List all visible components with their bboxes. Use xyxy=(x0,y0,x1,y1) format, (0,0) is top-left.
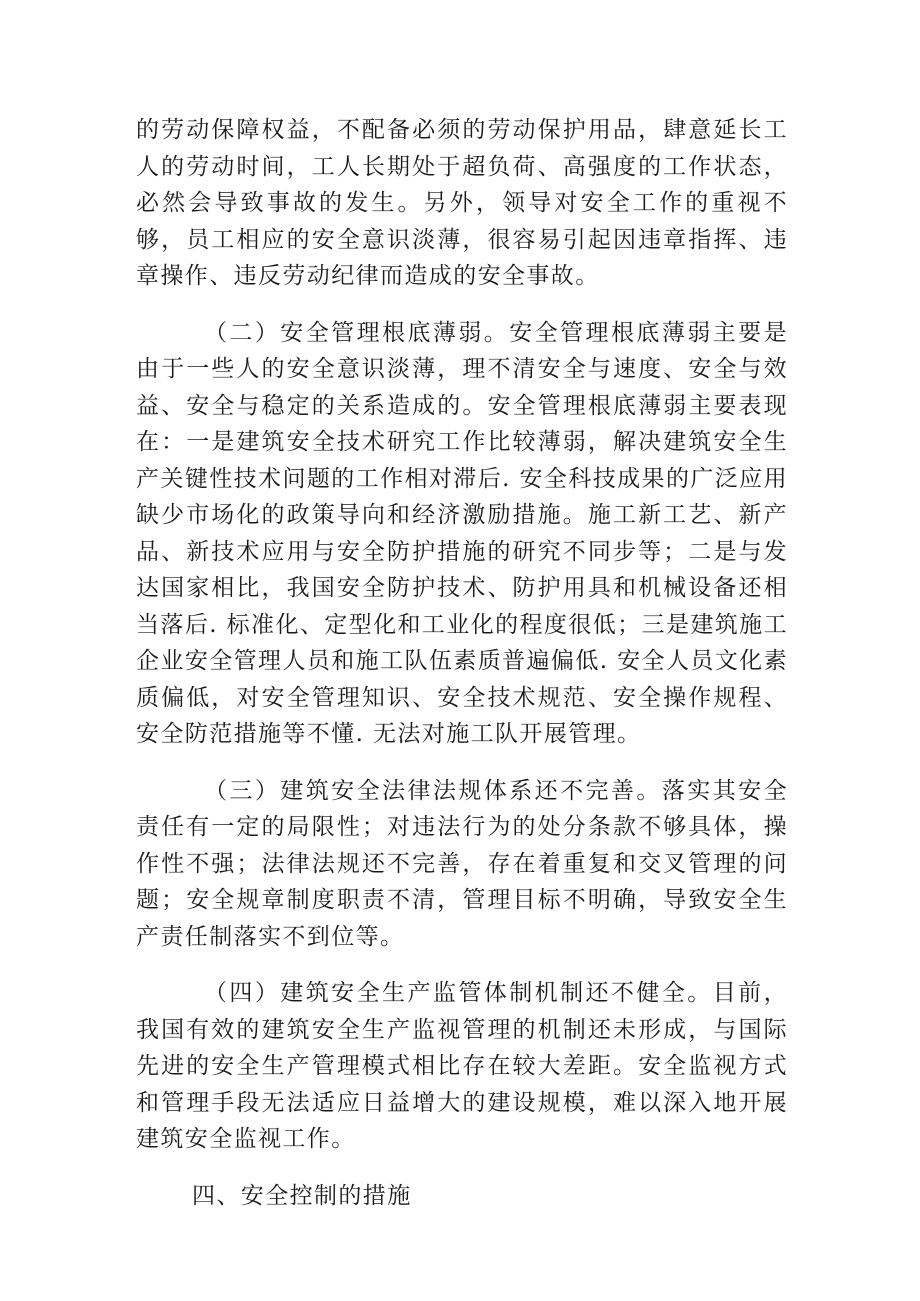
document-page xyxy=(136,112,788,1214)
section-heading: 四、安全控制的措施 xyxy=(192,1182,412,1209)
paragraph-legal-system: （三）建筑安全法律法规体系还不完善。落实其安全责任有一定的局限性；对违法行为的处分条款不够具体，操作性不强；法律法规还不完善，存在着重复和交叉管理的问题；安全规章制度职责不清，管理目标不明确，导致安全生产责任制落实不到位等。 xyxy=(136,777,788,950)
paragraph-supervision-system: （四）建筑安全生产监管体制机制还不健全。目前，我国有效的建筑安全生产监视管理的机制还未形成，与国际先进的安全生产管理模式相比存在较大差距。安全监视方式和管理手段无法适应日益增大的建设规模，难以深入地开展建筑安全监视工作。 xyxy=(136,980,788,1152)
paragraph-weak-foundation: （二）安全管理根底薄弱。安全管理根底薄弱主要是由于一些人的安全意识淡薄，理不清安全与速度、安全与效益、安全与稳定的关系造成的。安全管理根底薄弱主要表现在：一是建筑安全技术研究工作比较薄弱，解决建筑安全生产关键性技术问题的工作相对滞后. 安全科技成果的广泛应用缺少市场化的政策导向和经济激励措施。施工新工艺、新产品、新技术应用与安全防护措施的研究不同步等；二是与发达国家相比，我国安全防护技术、防护用具和机械设备还相当落后. 标准化、定型化和工业化的程度很低；三是建筑施工企业安全管理人员和施工队伍素质普遍偏低. 安全人员文化素质偏低，对安全管理知识、安全技术规范、安全操作规程、安全防范措施等不懂. 无法对施工队开展管理。 xyxy=(136,319,788,747)
paragraph-labor-rights: 的劳动保障权益，不配备必须的劳动保护用品，肆意延长工人的劳动时间，工人长期处于超负荷、高强度的工作状态，必然会导致事故的发生。另外，领导对安全工作的重视不够，员工相应的安全意识淡薄，很容易引起因违章指挥、违章操作、违反劳动纪律而造成的安全事故。 xyxy=(136,117,788,289)
